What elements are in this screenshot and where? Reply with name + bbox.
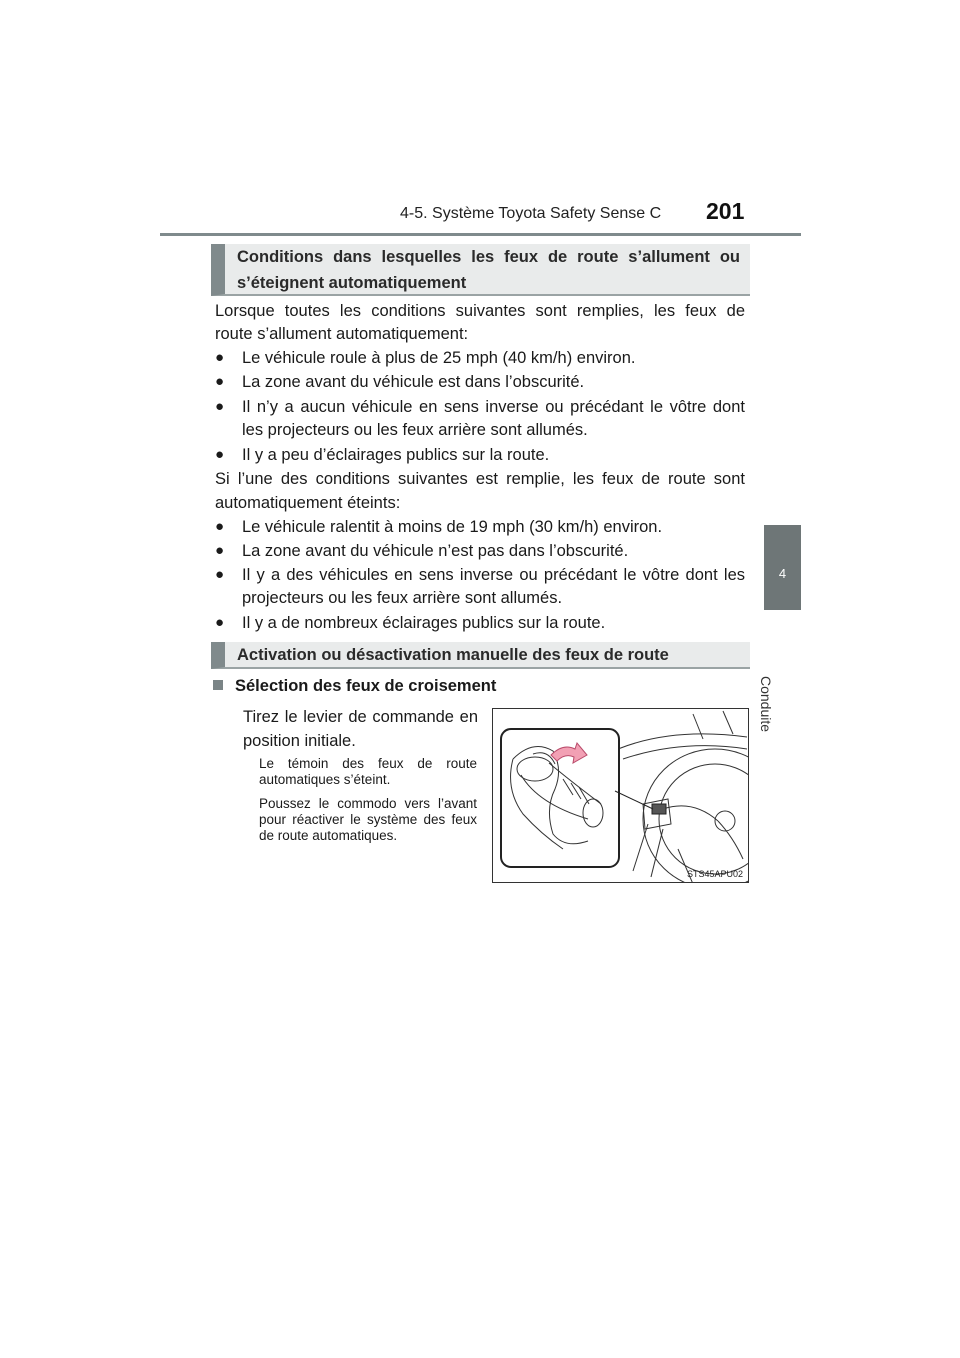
intro-on-line: Lorsque toutes les conditions suivantes sont remplies, les feux de xyxy=(215,302,745,320)
square-bullet-icon xyxy=(213,680,223,690)
section-breadcrumb: 4-5. Système Toyota Safety Sense C xyxy=(400,205,662,222)
chapter-number: 4 xyxy=(778,566,787,581)
bullet-icon: ● xyxy=(215,518,225,535)
chapter-label: Conduite xyxy=(758,676,774,733)
intro-off-line: automatiquement éteints: xyxy=(215,494,401,512)
chapter-label-container xyxy=(758,620,790,733)
instruction-text: Tirez le levier de commande en position initiale. xyxy=(243,708,478,750)
section-heading-auto-high-beam xyxy=(211,244,750,296)
header-divider xyxy=(160,233,801,236)
note-text: Poussez le commodo vers l’avant pour réactiver le système des feux de route automatiques. xyxy=(259,796,477,843)
lever-illustration xyxy=(492,708,749,883)
intro-off-line: Si l’une des conditions suivantes est remplie, les feux de route sont xyxy=(215,470,745,488)
bullet-icon: ● xyxy=(215,398,225,415)
section-heading-line: s’éteignent automatiquement xyxy=(237,274,467,292)
figure-code: STS45APU02 xyxy=(686,869,743,879)
bullet-icon: ● xyxy=(215,373,225,390)
bullet-icon: ● xyxy=(215,566,225,583)
note-text: Le témoin des feux de route automatiques s’éteint. xyxy=(259,756,477,787)
bullet-icon: ● xyxy=(215,446,225,463)
section-heading-line: Conditions dans lesquelles les feux de route s’allument ou xyxy=(237,248,740,266)
bullet-icon: ● xyxy=(215,614,225,631)
intro-on-line: route s’allument automatiquement: xyxy=(215,325,469,343)
bullet-icon: ● xyxy=(215,349,225,366)
subheading: Sélection des feux de croisement xyxy=(213,677,496,696)
steering-lever-drawing xyxy=(493,709,749,883)
section-heading-manual-high-beam: Activation ou désactivation manuelle des feux de route xyxy=(211,642,750,669)
bullet-icon: ● xyxy=(215,542,225,559)
page-number: 201 xyxy=(706,198,745,224)
